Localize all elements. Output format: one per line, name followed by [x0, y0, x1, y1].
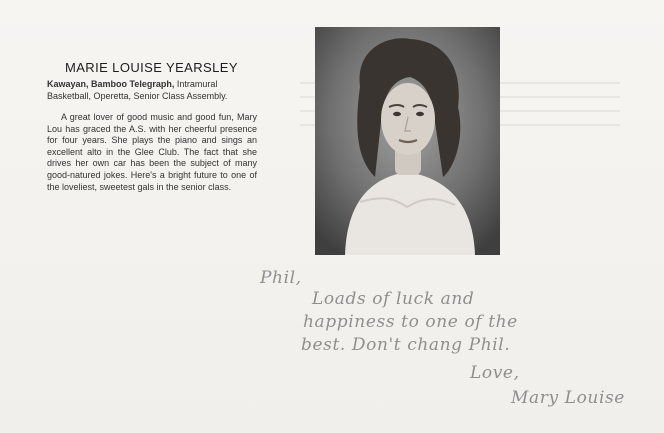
inscription-line-1: Phil, [260, 268, 302, 288]
inscription-line-3: happiness to one of the [303, 312, 518, 332]
student-bio: A great lover of good music and good fun, Mary Lou has graced the A.S. with her cheerful presence for four years. She plays the piano and sings an excellent alto in the Glee Club. The fact that she drives her own car has been the subject of many good-natured jokes. Here's a bright future to one of the loveliest, sweetest gals in the senior class. [47, 112, 257, 192]
portrait-image [315, 27, 500, 255]
inscription-line-2: Loads of luck and [312, 289, 475, 309]
student-portrait [315, 27, 500, 255]
inscription-line-4: best. Don't chang Phil. [301, 335, 511, 355]
activities-rest: Intramural Basketball, Operetta, Senior Class Assembly. [47, 79, 228, 101]
activities-bold: Kawayan, Bamboo Telegraph, [47, 79, 175, 89]
activities-list [47, 79, 257, 102]
senior-entry [47, 60, 257, 193]
student-name: MARIE LOUISE YEARSLEY [65, 60, 238, 75]
handwritten-inscription [255, 262, 664, 433]
inscription-signature: Mary Louise [511, 388, 625, 408]
inscription-line-5: Love, [470, 363, 520, 383]
